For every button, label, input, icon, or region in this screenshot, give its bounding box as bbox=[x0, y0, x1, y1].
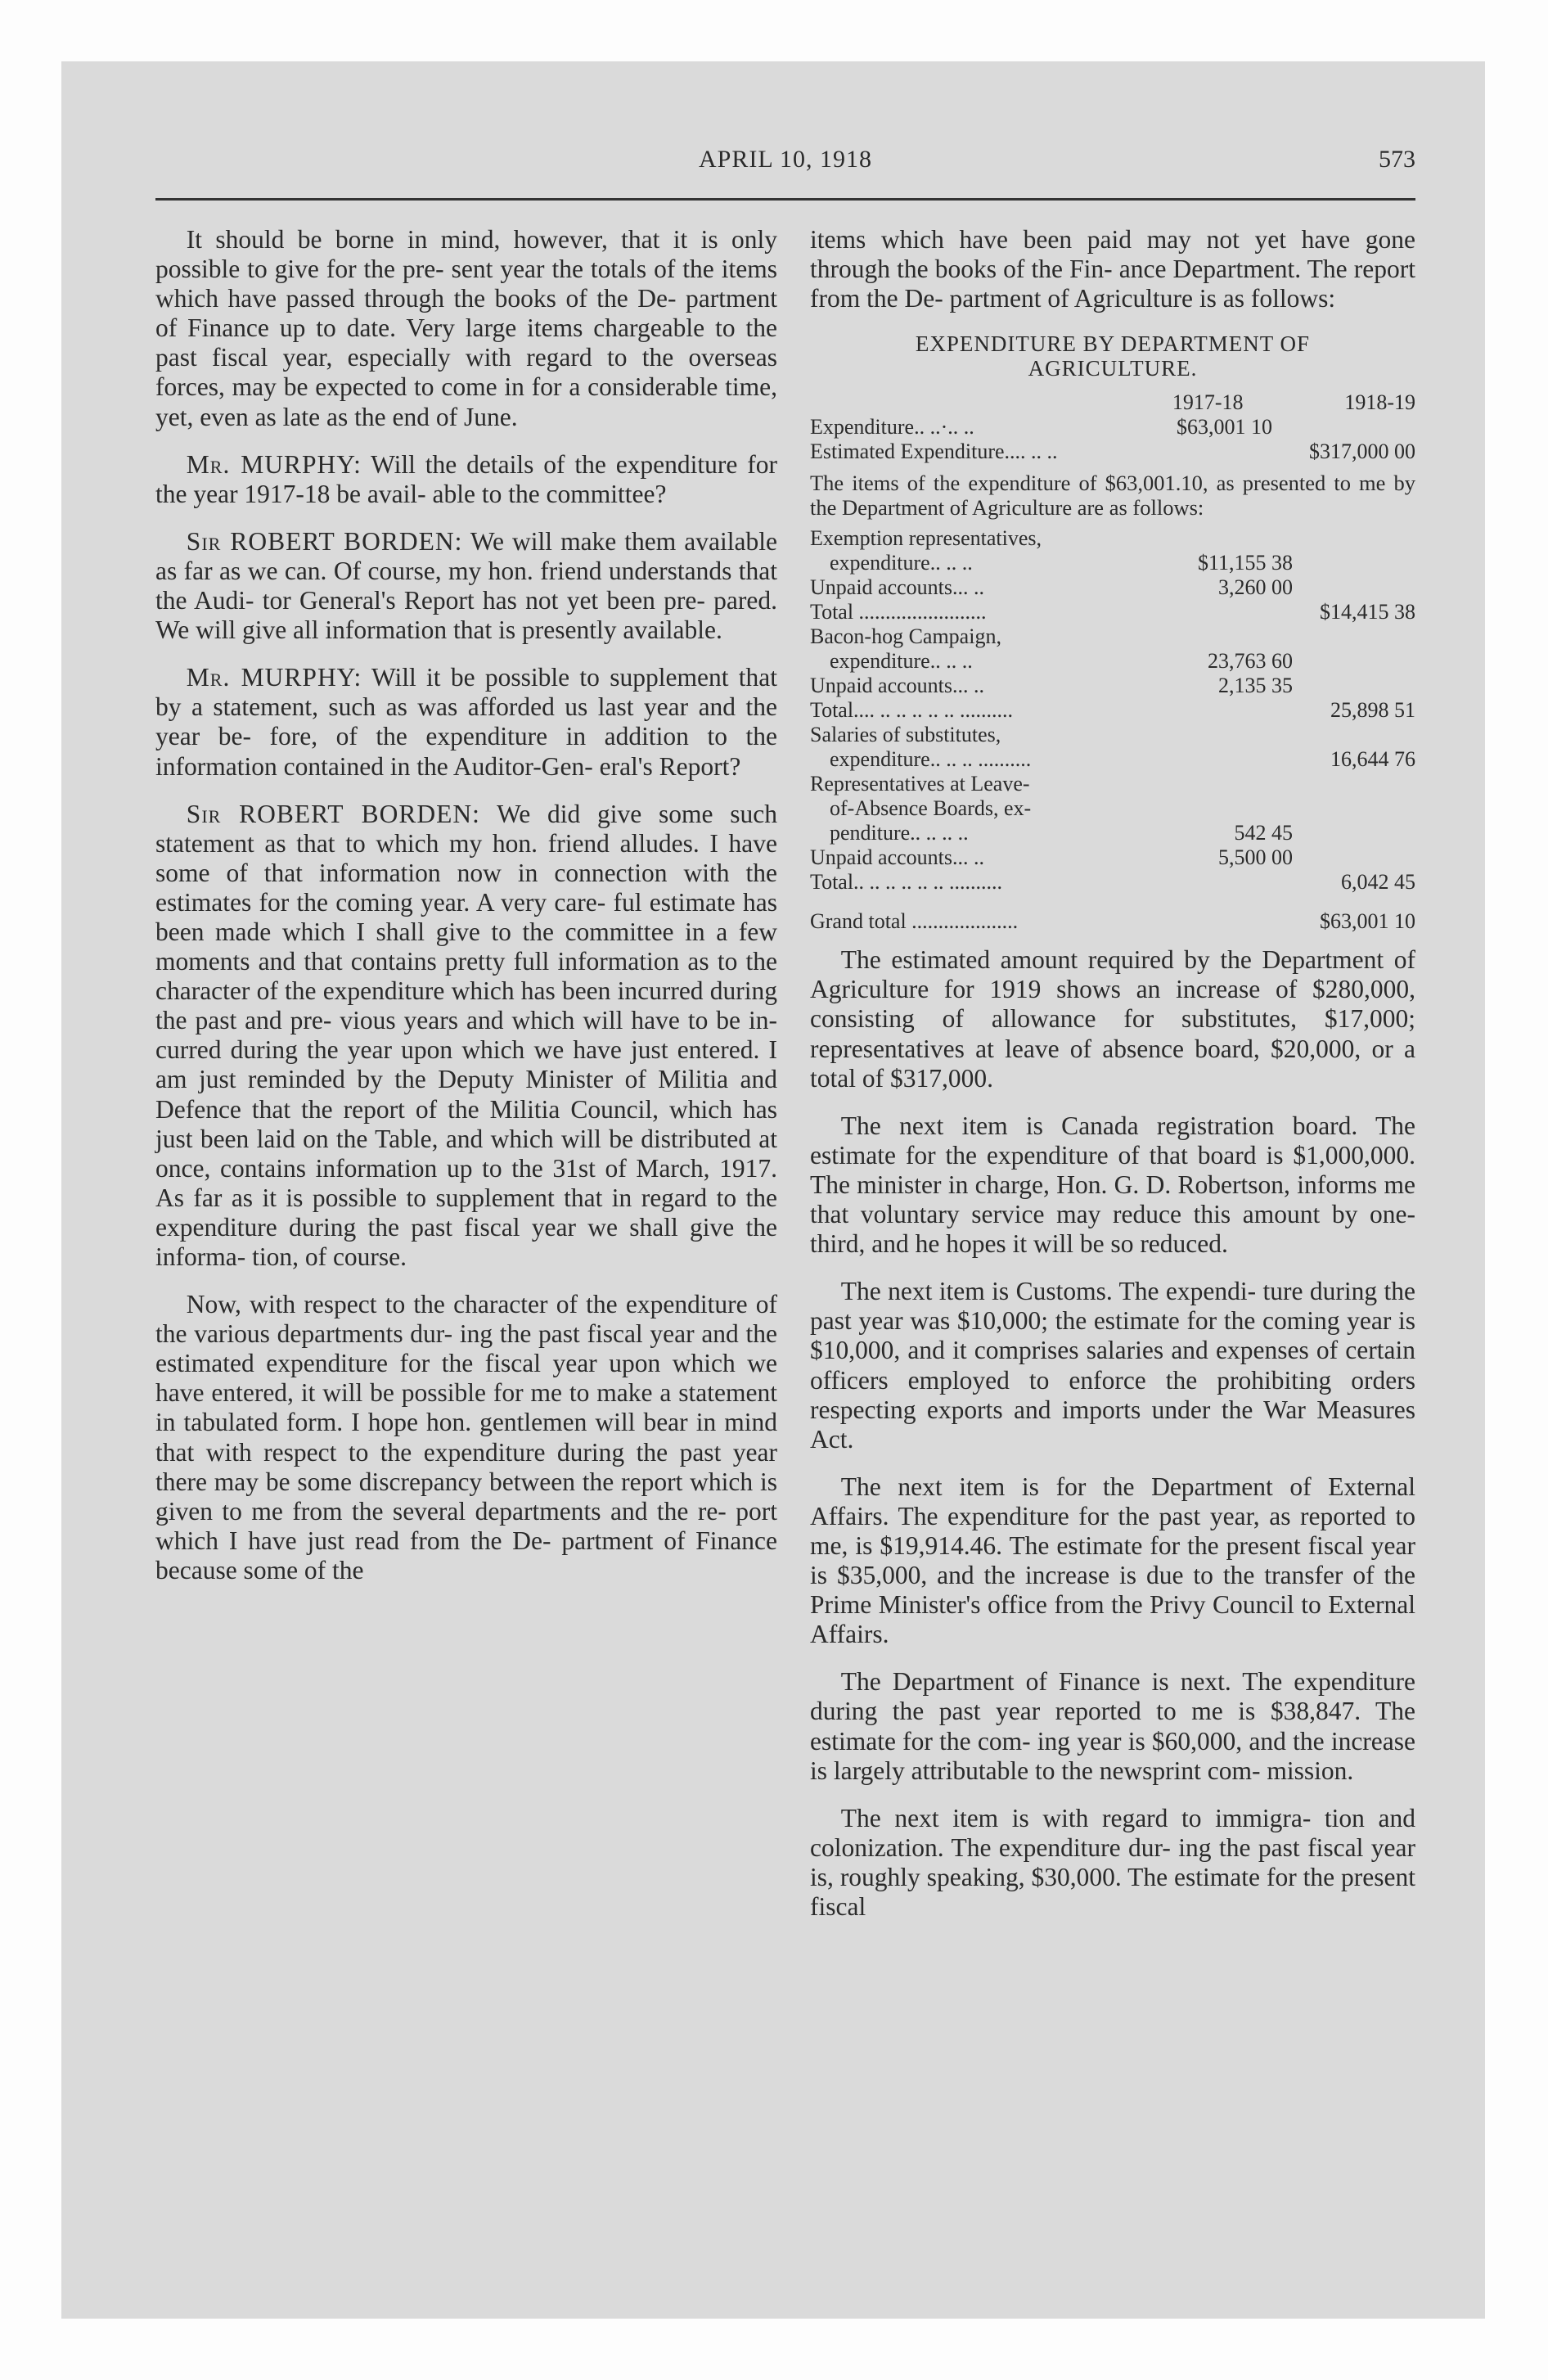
table-row: Total.... .. .. .. .. .. .......... 25,898 51 bbox=[810, 698, 1415, 723]
table-row: Exemption representatives, bbox=[810, 526, 1042, 551]
grand-total-row: Grand total .................... $63,001 10 bbox=[810, 909, 1415, 934]
year-heading: 1917-18 bbox=[1172, 390, 1244, 415]
paragraph: The estimated amount required by the Department of Agriculture for 1919 shows an increase of $280,000, consisting of allowance for substitutes, $17,000; representatives at leave of absence board, $20,000, or a total of $317,000. bbox=[810, 945, 1415, 1093]
report-title: EXPENDITURE BY DEPARTMENT OF AGRICULTURE. bbox=[915, 331, 1311, 381]
expenditure-summary-table bbox=[810, 390, 1415, 464]
paragraph: The Department of Finance is next. The expenditure during the past year reported to me is $38,847. The estimate for the com- ing year is $60,000, and the increase is largely attributable to the newsprint com- mission. bbox=[810, 1667, 1415, 1785]
table-row: Representatives at Leave- bbox=[810, 772, 1030, 796]
header-date: APRIL 10, 1918 bbox=[698, 146, 873, 173]
table-row: expenditure.. .. .. .......... 16,644 76 bbox=[830, 747, 1415, 772]
page-number: 573 bbox=[1379, 146, 1415, 173]
table-row: expenditure.. .. .. 23,763 60 bbox=[830, 649, 1293, 674]
running-header bbox=[155, 139, 1415, 180]
paragraph: Sir ROBERT BORDEN: We did give some such statement as that to which my hon. friend alludes. I have some of that information now in connection with the estimates for the coming year. A very care- ful estimate has been made which I shall give to the committee in a few moments and that contains pretty full information as to the character of the expenditure which has been incurred during the past and pre- vious years and which will have to be in- curred during the year upon which we have just entered. I am just reminded by the Deputy Minister of Militia and Defence that the report of the Militia Council, which has just been laid on the Table, and which will be distributed at once, contains information up to the 31st of March, 1917. As far as it is possible to supplement that in regard to the expenditure during the past fiscal year we shall give the informa- tion, of course. bbox=[155, 799, 777, 1271]
table-row: penditure.. .. .. .. 542 45 bbox=[830, 821, 1293, 845]
header-rule bbox=[155, 198, 1415, 201]
paragraph: Now, with respect to the character of the expenditure of the various departments dur- ing the past fiscal year and the estimated expenditure for the fiscal year upon which we have entered, it will be possible for me to make a statement in tabulated form. I hope hon. gentlemen will bear in mind that with respect to the expenditure during the past year there may be some discrepancy between the report which is given to me from the several departments and the re- port which I have just read from the De- partment of Finance because some of the bbox=[155, 1290, 777, 1584]
paragraph: Sir ROBERT BORDEN: We will make them available as far as we can. Of course, my hon. friend understands that the Audi- tor General's Report has not yet been pre- pared. We will give all information that is presently available. bbox=[155, 526, 777, 645]
expenditure-detail-table bbox=[810, 526, 1415, 895]
year-heading: 1918-19 bbox=[1344, 390, 1415, 415]
paragraph: The next item is Canada registration board. The estimate for the expenditure of that board is $1,000,000. The minister in charge, Hon. G. D. Robertson, informs me that voluntary service may reduce this amount by one-third, and he hopes it will be so reduced. bbox=[810, 1111, 1415, 1259]
table-row: Total.. .. .. .. .. .. .......... 6,042 45 bbox=[810, 870, 1415, 895]
table-row: of-Absence Boards, ex- bbox=[830, 796, 1032, 821]
speaker: Mr. MURPHY: bbox=[186, 663, 362, 692]
table-row: Unpaid accounts... .. 5,500 00 bbox=[810, 845, 1293, 870]
table-row: Unpaid accounts... .. 3,260 00 bbox=[810, 575, 1293, 600]
speaker: Sir ROBERT BORDEN: bbox=[186, 799, 480, 828]
paragraph: The next item is for the Department of External Affairs. The expenditure for the past year, as reported to me, is $19,914.46. The estimate for the present fiscal year is $35,000, and the increase is due to the transfer of the Prime Minister's office from the Privy Council to External Affairs. bbox=[810, 1472, 1415, 1649]
paragraph: Mr. MURPHY: Will it be possible to supplement that by a statement, such as was afforded us last year and the year be- fore, of the expenditure in addition to the information contained in the Auditor-Gen- eral's Report? bbox=[155, 663, 777, 781]
left-column bbox=[155, 225, 777, 1603]
detail-intro: The items of the expenditure of $63,001.10, as presented to me by the Department of Agriculture are as follows: bbox=[810, 471, 1415, 521]
speaker: Sir ROBERT BORDEN: bbox=[186, 526, 463, 556]
right-column bbox=[810, 225, 1415, 1940]
table-row: Bacon-hog Campaign, bbox=[810, 624, 1001, 649]
paragraph: Mr. MURPHY: Will the details of the expenditure for the year 1917-18 be avail- able to the committee? bbox=[155, 449, 777, 508]
table-row: Unpaid accounts... .. 2,135 35 bbox=[810, 674, 1293, 698]
paragraph: The next item is Customs. The expendi- ture during the past year was $10,000; the estimate for the coming year is $10,000, and it comprises salaries and expenses of certain officers employed to enforce the prohibiting orders respecting exports and imports under the War Measures Act. bbox=[810, 1277, 1415, 1454]
table-row: Expenditure.. ..·.. .. $63,001 10 bbox=[810, 415, 1272, 439]
paragraph: The next item is with regard to immigra- tion and colonization. The expenditure dur- ing the past fiscal year is, roughly speaking, $30,000. The estimate for the present fiscal bbox=[810, 1803, 1415, 1921]
table-row: Salaries of substitutes, bbox=[810, 723, 1001, 747]
table-row: Estimated Expenditure.... .. .. $317,000 00 bbox=[810, 439, 1415, 464]
speaker: Mr. MURPHY: bbox=[186, 449, 362, 479]
table-row: expenditure.. .. .. $11,155 38 bbox=[830, 551, 1293, 575]
table-row: Total ........................ $14,415 38 bbox=[810, 600, 1415, 624]
paragraph: It should be borne in mind, however, that it is only possible to give for the pre- sent year the totals of the items which have passed through the books of the De- partment of Finance up to date. Very large items chargeable to the past fiscal year, especially with regard to the overseas forces, may be expected to come in for a considerable time, yet, even as late as the end of June. bbox=[155, 225, 777, 431]
paragraph: items which have been paid may not yet have gone through the books of the Fin- ance Department. The report from the De- partment of Agriculture is as follows: bbox=[810, 225, 1415, 313]
